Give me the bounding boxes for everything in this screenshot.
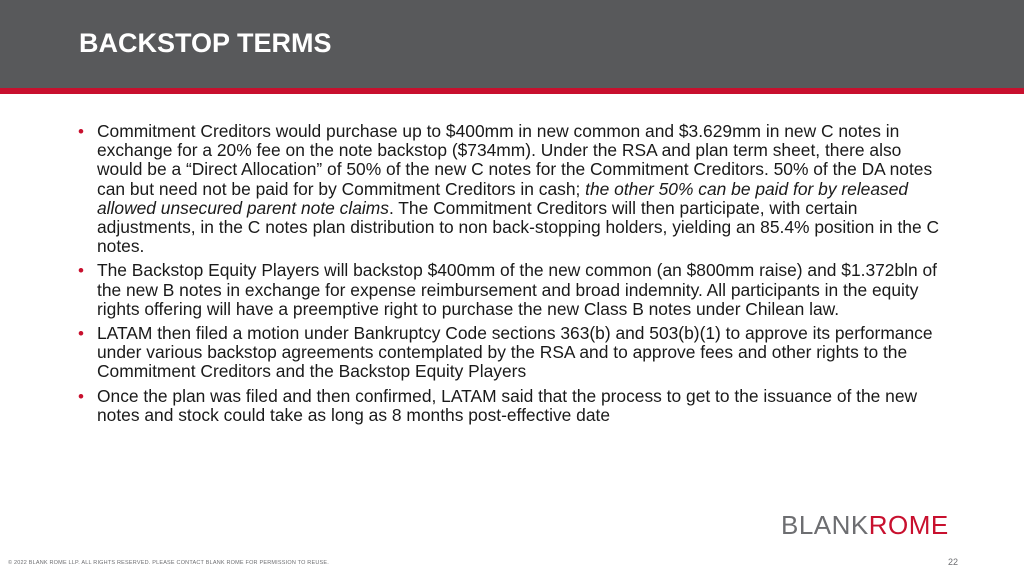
- bullet-item-3: [78, 324, 948, 382]
- logo-blank-text: BLANK: [781, 510, 869, 540]
- bullet-item-4: [78, 387, 948, 425]
- logo-rome-text: ROME: [868, 510, 949, 540]
- bullet-4-text: Once the plan was filed and then confirmed, LATAM said that the process to get to the issuance of the new notes and stock could take as long as 8 months post-effective date: [97, 385, 918, 425]
- bullet-list: [78, 122, 948, 430]
- blank-rome-logo: [781, 510, 949, 541]
- copyright-notice: © 2022 BLANK ROME LLP. ALL RIGHTS RESERVED. PLEASE CONTACT BLANK ROME FOR PERMISSION TO REUSE.: [8, 560, 329, 566]
- bullet-dot-icon: •: [78, 386, 84, 406]
- bullet-dot-icon: •: [78, 261, 84, 281]
- bullet-1-text-italic: the other 50% can be paid for by released allowed unsecured parent note claims: [97, 178, 909, 218]
- bullet-item-2: [78, 261, 948, 319]
- bullet-2-text: The Backstop Equity Players will backstop $400mm of the new common (an $800mm raise) and $1.372bln of the new B notes in exchange for expense reimbursement and broad indemnity. All participants in the equity rights offering will have a preemptive right to purchase the new Class B notes under Chilean law.: [97, 260, 938, 319]
- slide-title: BACKSTOP TERMS: [79, 28, 332, 58]
- bullet-item-1: [78, 122, 948, 256]
- bullet-1-text-end: . The Commitment Creditors will then participate, with certain adjustments, in the C notes plan distribution to non back-stopping holders, yielding an 85.4% position in the C notes.: [97, 197, 940, 257]
- bullet-1-text-start: Commitment Creditors would purchase up to $400mm in new common and $3.629mm in new C notes in exchange for a 20% fee on the note backstop ($734mm). Under the RSA and plan term sheet, there also would be a “Direct Allocation” of 50% of the new C notes for the Commitment Creditors. 50% of the DA notes can but need not be paid for by Commitment Creditors in cash;: [97, 121, 933, 199]
- bullet-3-text: LATAM then filed a motion under Bankruptcy Code sections 363(b) and 503(b)(1) to approve its performance under various backstop agreements contemplated by the RSA and to approve fees and other rights to the Commitment Creditors and the Backstop Equity Players: [97, 323, 933, 382]
- header-accent-rule: [0, 88, 1024, 94]
- bullet-dot-icon: •: [78, 122, 84, 141]
- bullet-dot-icon: •: [78, 324, 84, 344]
- page-number: 22: [948, 557, 959, 567]
